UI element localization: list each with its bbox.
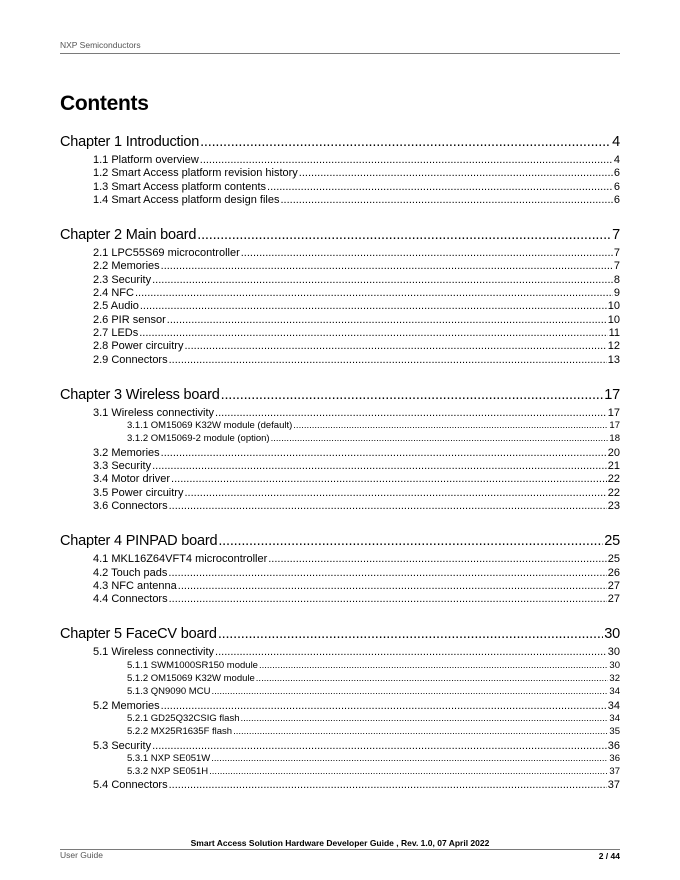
toc-entry-title: 5.2.1 GD25Q32CSIG flash [127,712,240,724]
toc-section-link[interactable] [60,194,620,207]
toc-section-link[interactable] [60,247,620,260]
toc-chapter-title: Chapter 5 FaceCV board [60,626,217,643]
toc-entry-page: 34 [607,699,620,712]
toc-entry-title: 3.3 Security [93,460,152,473]
toc-entry-title: 3.6 Connectors [93,499,168,512]
toc-entry-page: 4 [613,154,620,166]
toc-leader-dots [169,593,607,605]
toc-entry-title: 1.3 Smart Access platform contents [93,180,267,193]
toc-entry-page: 20 [607,446,620,459]
toc-entry-page: 18 [609,433,620,445]
toc-entry-page: 10 [607,313,620,326]
toc-entry-title: 4.4 Connectors [93,593,168,606]
header-divider [60,53,620,54]
toc-section-link[interactable] [60,646,620,659]
toc-chapter-title: Chapter 3 Wireless board [60,386,220,403]
toc-leader-dots [218,626,603,642]
toc-subsection-link[interactable] [60,420,620,433]
toc-section-link[interactable] [60,314,620,327]
toc-entry-title: 5.3 Security [93,739,152,752]
toc-entry-title: 4.1 MKL16Z64VFT4 microcontroller [93,553,268,566]
toc-section-link[interactable] [60,567,620,580]
toc-entry-title: 2.5 Audio [93,300,139,313]
toc-section-link[interactable] [60,354,620,367]
toc-entry-page: 9 [613,287,620,300]
toc-leader-dots [168,567,606,579]
toc-leader-dots [240,713,608,724]
toc-entry-title: 5.3.1 NXP SE051W [127,752,211,764]
toc-entry-title: 5.2 Memories [93,699,160,712]
toc-subsection-link[interactable] [60,766,620,779]
toc-section-link[interactable] [60,779,620,792]
toc-leader-dots [161,700,607,712]
toc-leader-dots [241,247,613,259]
toc-chapter-page: 30 [604,626,620,643]
toc-entry-page: 36 [609,752,620,764]
toc-entry-title: 3.2 Memories [93,446,160,459]
toc-entry-page: 35 [609,726,620,738]
toc-entry-page: 10 [607,300,620,313]
toc-entry-title: 2.8 Power circuitry [93,340,184,353]
toc-leader-dots [161,447,607,459]
toc-entry-title: 5.1.2 OM15069 K32W module [127,673,255,685]
toc-leader-dots [233,726,608,737]
toc-entry-page: 36 [607,739,620,752]
toc-chapter-page: 7 [612,227,620,244]
toc-chapter [60,626,620,792]
header-company: NXP Semiconductors [60,40,141,50]
toc-entry-page: 17 [607,406,620,419]
toc-leader-dots [211,686,608,697]
toc-entry-title: 5.4 Connectors [93,779,168,792]
toc-leader-dots [267,181,613,193]
toc-entry-page: 30 [607,646,620,659]
toc-entry-title: 2.2 Memories [93,260,160,273]
toc-entry-title: 5.1.1 SWM1000SR150 module [127,659,258,671]
toc-entry-title: 5.2.2 MX25R1635F flash [127,726,233,738]
toc-leader-dots [169,500,607,512]
toc-subsection-link[interactable] [60,713,620,726]
toc-leader-dots [152,460,607,472]
toc-leader-dots [299,167,613,179]
toc-leader-dots [259,660,608,671]
toc-entry-page: 11 [608,326,620,339]
toc-section-link[interactable] [60,593,620,606]
toc-chapter [60,533,620,606]
toc-entry-page: 6 [613,167,620,180]
toc-leader-dots [171,473,607,485]
toc-leader-dots [139,327,607,339]
toc-entry-title: 3.1 Wireless connectivity [93,406,215,419]
toc-section-link[interactable] [60,580,620,593]
toc-leader-dots [215,407,607,419]
toc-entry-page: 37 [607,779,620,792]
toc-entry-title: 2.1 LPC55S69 microcontroller [93,247,240,260]
toc-chapter-link[interactable] [60,134,620,151]
toc-chapter-page: 25 [604,533,620,550]
toc-leader-dots [140,300,607,312]
toc-entry-title: 3.5 Power circuitry [93,486,184,499]
toc-leader-dots [184,487,606,499]
toc-subsection-link[interactable] [60,660,620,673]
toc-section-link[interactable] [60,287,620,300]
toc-leader-dots [135,287,613,299]
toc-entry-title: 1.4 Smart Access platform design files [93,193,280,206]
toc-chapter-page: 17 [604,386,620,403]
toc-subsection-link[interactable] [60,753,620,766]
toc-entry-page: 37 [609,766,620,778]
toc-chapter-title: Chapter 1 Introduction [60,134,200,150]
toc-leader-dots [271,433,609,444]
toc-section-link[interactable] [60,167,620,180]
toc-subsection-link[interactable] [60,726,620,739]
toc-entry-title: 2.3 Security [93,273,152,286]
toc-leader-dots [280,194,612,206]
toc-section-link[interactable] [60,300,620,313]
toc-entry-title: 2.4 NFC [93,287,134,300]
toc-entry-page: 23 [607,499,620,512]
toc-chapter-link[interactable] [60,626,620,643]
toc-leader-dots [256,673,609,684]
toc-leader-dots [268,553,607,565]
footer-document-title: Smart Access Solution Hardware Developer Guide , Rev. 1.0, 07 April 2022 [190,838,490,848]
toc-leader-dots [178,580,607,592]
toc-entry-title: 5.3.2 NXP SE051H [127,766,209,778]
toc-entry-title: 2.7 LEDs [93,326,139,339]
toc-entry-title: 4.3 NFC antenna [93,579,177,592]
toc-entry-page: 6 [613,180,620,193]
toc-leader-dots [161,260,613,272]
toc-chapter-link[interactable] [60,387,620,404]
toc-entry-page: 22 [607,486,620,499]
toc-section-link[interactable] [60,740,620,753]
toc-entry-page: 34 [609,712,620,724]
toc-section-link[interactable] [60,260,620,273]
footer-divider [60,849,620,850]
toc-entry-page: 8 [613,273,620,286]
toc-subsection-link[interactable] [60,673,620,686]
toc-leader-dots [152,740,607,752]
toc-chapter [60,387,620,513]
toc-entry-page: 27 [607,593,620,606]
toc-entry-page: 30 [609,659,620,671]
toc-entry-title: 5.1 Wireless connectivity [93,646,215,659]
toc-section-link[interactable] [60,407,620,420]
toc-leader-dots [152,274,613,286]
toc-section-link[interactable] [60,327,620,340]
toc-leader-dots [209,766,608,777]
toc-section-link[interactable] [60,553,620,566]
toc-subsection-link[interactable] [60,686,620,699]
toc-chapter-link[interactable] [60,533,620,550]
toc-entry-title: 1.2 Smart Access platform revision history [93,167,298,180]
toc-section-link[interactable] [60,473,620,486]
toc-leader-dots [211,753,608,764]
toc-leader-dots [169,354,607,366]
toc-chapter [60,227,620,367]
toc-entry-page: 7 [613,260,620,273]
toc-leader-dots [215,646,607,658]
toc-section-link[interactable] [60,447,620,460]
toc-entry-page: 21 [607,460,620,473]
toc-section-link[interactable] [60,700,620,713]
toc-subsection-link[interactable] [60,433,620,446]
toc-leader-dots [200,154,613,166]
toc-section-link[interactable] [60,274,620,287]
toc-entry-page: 27 [607,579,620,592]
footer-page-number: 2 / 44 [598,851,620,861]
toc-chapter-link[interactable] [60,227,620,244]
toc-entry-title: 2.6 PIR sensor [93,313,166,326]
toc-section-link[interactable] [60,487,620,500]
toc-entry-title: 3.1.1 OM15069 K32W module (default) [127,420,293,432]
toc-entry-page: 32 [609,673,620,685]
toc-entry-page: 7 [613,247,620,260]
toc-chapter-page: 4 [612,134,620,150]
toc-entry-page: 34 [609,686,620,698]
toc-entry-title: 2.9 Connectors [93,353,168,366]
toc-entry-page: 25 [607,553,620,566]
toc-section-link[interactable] [60,181,620,194]
toc-section-link[interactable] [60,460,620,473]
toc-entry-title: 1.1 Platform overview [93,154,199,166]
toc-leader-dots [218,533,603,549]
toc-entry-title: 3.1.2 OM15069-2 module (option) [127,433,270,445]
toc-entry-page: 6 [613,193,620,206]
toc-entry-page: 12 [607,340,620,353]
toc-section-link[interactable] [60,340,620,353]
toc-section-link[interactable] [60,500,620,513]
toc-leader-dots [221,387,604,403]
toc-section-link[interactable] [60,154,620,167]
toc-entry-page: 13 [607,353,620,366]
toc-entry-title: 3.4 Motor driver [93,473,171,486]
toc-leader-dots [169,779,607,791]
toc-leader-dots [200,134,611,150]
toc-chapter-title: Chapter 2 Main board [60,227,197,244]
page-title: Contents [60,92,149,115]
toc-leader-dots [184,340,606,352]
toc-chapter-title: Chapter 4 PINPAD board [60,533,218,550]
toc-chapter [60,134,620,207]
toc-entry-title: 4.2 Touch pads [93,566,168,579]
footer-document-type: User Guide [60,850,103,860]
toc-entry-page: 26 [607,566,620,579]
toc-entry-title: 5.1.3 QN9090 MCU [127,686,211,698]
toc-leader-dots [197,227,611,243]
table-of-contents [60,134,620,813]
toc-leader-dots [293,420,608,431]
toc-entry-page: 22 [607,473,620,486]
toc-leader-dots [167,314,607,326]
toc-entry-page: 17 [609,420,620,432]
